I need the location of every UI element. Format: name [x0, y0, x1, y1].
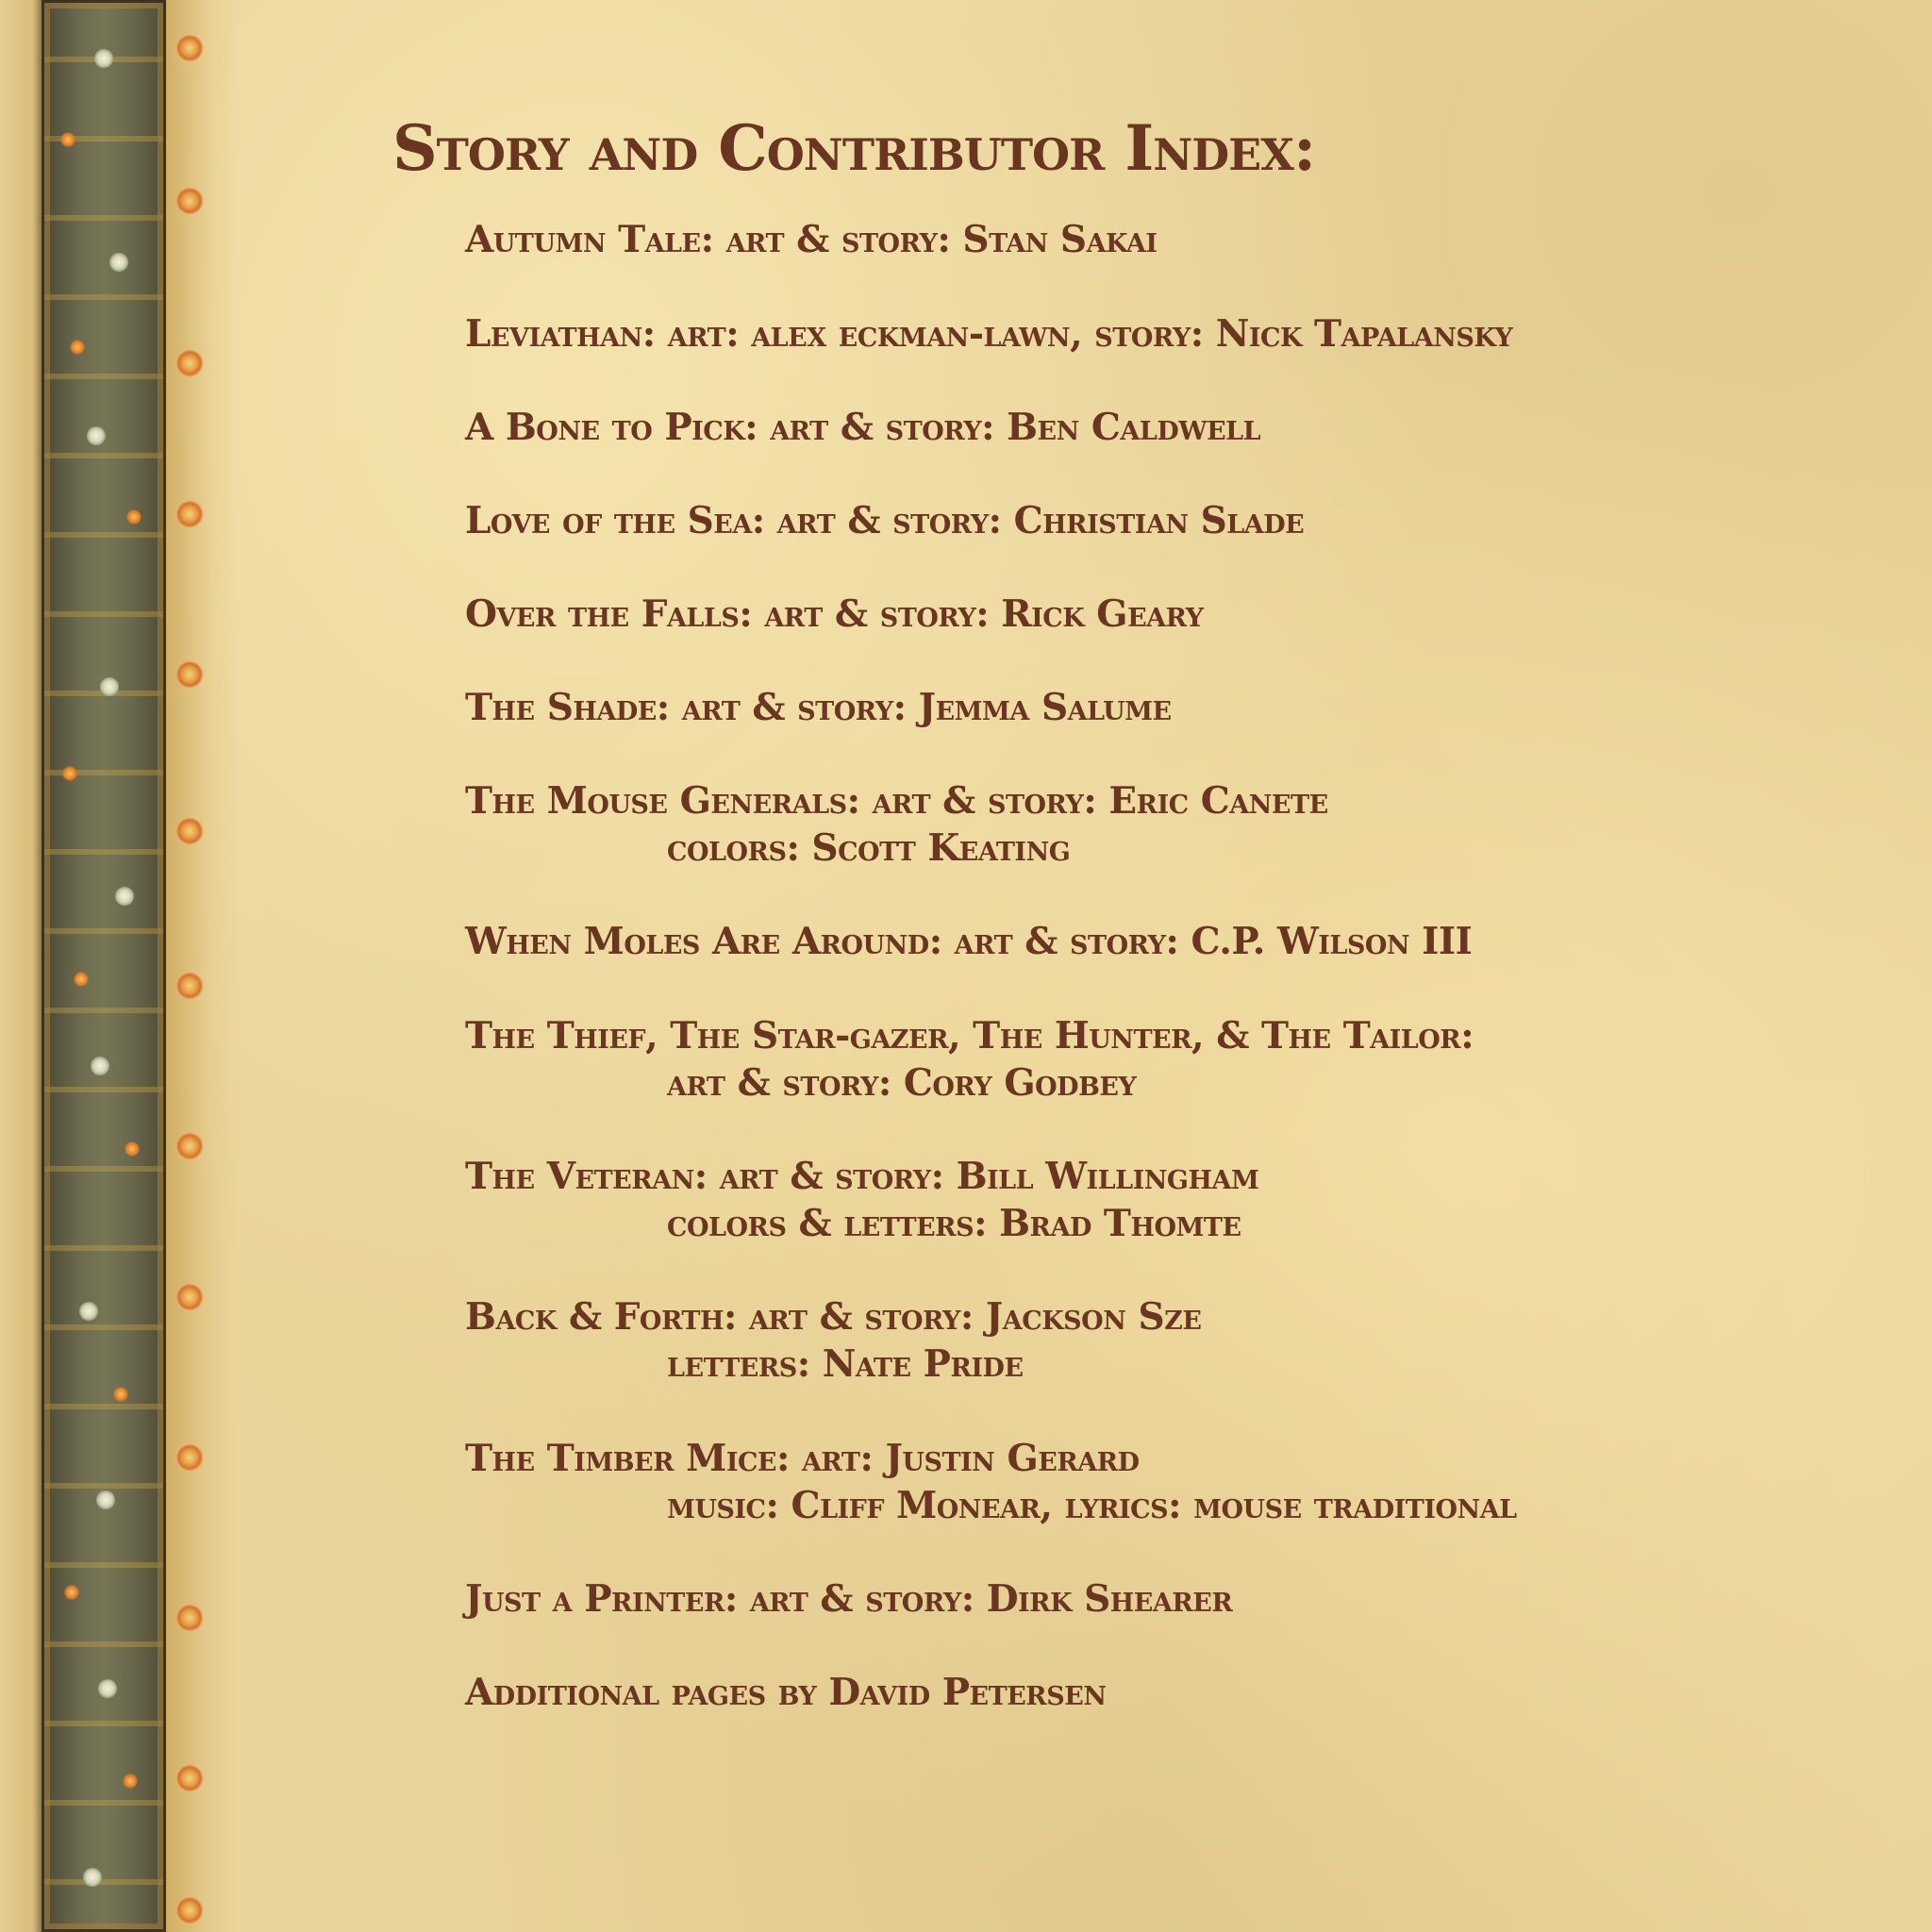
entry-line: Additional pages by David Petersen [465, 1671, 1107, 1714]
entry-line: The Timber Mice: art: Justin Gerard [465, 1437, 1140, 1480]
index-entry [465, 310, 1512, 358]
entry-line: Autumn Tale: art & story: Stan Sakai [465, 218, 1158, 261]
entry-line: Back & Forth: art & story: Jackson Sze [465, 1295, 1202, 1339]
entry-line: A Bone to Pick: art & story: Ben Caldwell [465, 406, 1261, 449]
index-entry [465, 1669, 1107, 1716]
index-entry [465, 1293, 1201, 1388]
index-entry [465, 1012, 1474, 1107]
entry-sub-line: music: Cliff Monear, lyrics: mouse traditional [667, 1484, 1517, 1527]
entry-line: The Mouse Generals: art & story: Eric Canete [465, 779, 1328, 823]
index-entry [465, 404, 1260, 451]
entry-line: The Veteran: art & story: Bill Willingham [465, 1155, 1259, 1198]
entry-sub-line: art & story: Cory Godbey [667, 1061, 1137, 1105]
index-entry [465, 684, 1172, 731]
page-title: Story and Contributor Index: [392, 111, 1316, 185]
index-entry [465, 918, 1472, 965]
index-entry [465, 591, 1203, 638]
entry-line: Over the Falls: art & story: Rick Geary [465, 592, 1204, 636]
index-entry [465, 497, 1304, 544]
index-entry [465, 777, 1328, 872]
index-entry [465, 1153, 1258, 1247]
index-entry [465, 1435, 1517, 1529]
entry-sub-line: letters: Nate Pride [667, 1342, 1024, 1386]
entry-line: Just a Printer: art & story: Dirk Shearer [465, 1577, 1233, 1621]
entry-sub-line: colors: Scott Keating [667, 826, 1071, 870]
entry-line: The Thief, The Star-gazer, The Hunter, & The Tailor: [465, 1014, 1474, 1058]
index-entry [465, 216, 1157, 263]
entry-line: Leviathan: art: alex eckman-lawn, story: Nick Tapalansky [465, 312, 1513, 356]
entry-line: Love of the Sea: art & story: Christian Slade [465, 499, 1305, 542]
entry-line: The Shade: art & story: Jemma Salume [465, 686, 1172, 729]
entry-line: When Moles Are Around: art & story: C.P. Wilson III [465, 920, 1473, 963]
index-entry [465, 1575, 1232, 1623]
entry-sub-line: colors & letters: Brad Thomte [667, 1202, 1241, 1245]
